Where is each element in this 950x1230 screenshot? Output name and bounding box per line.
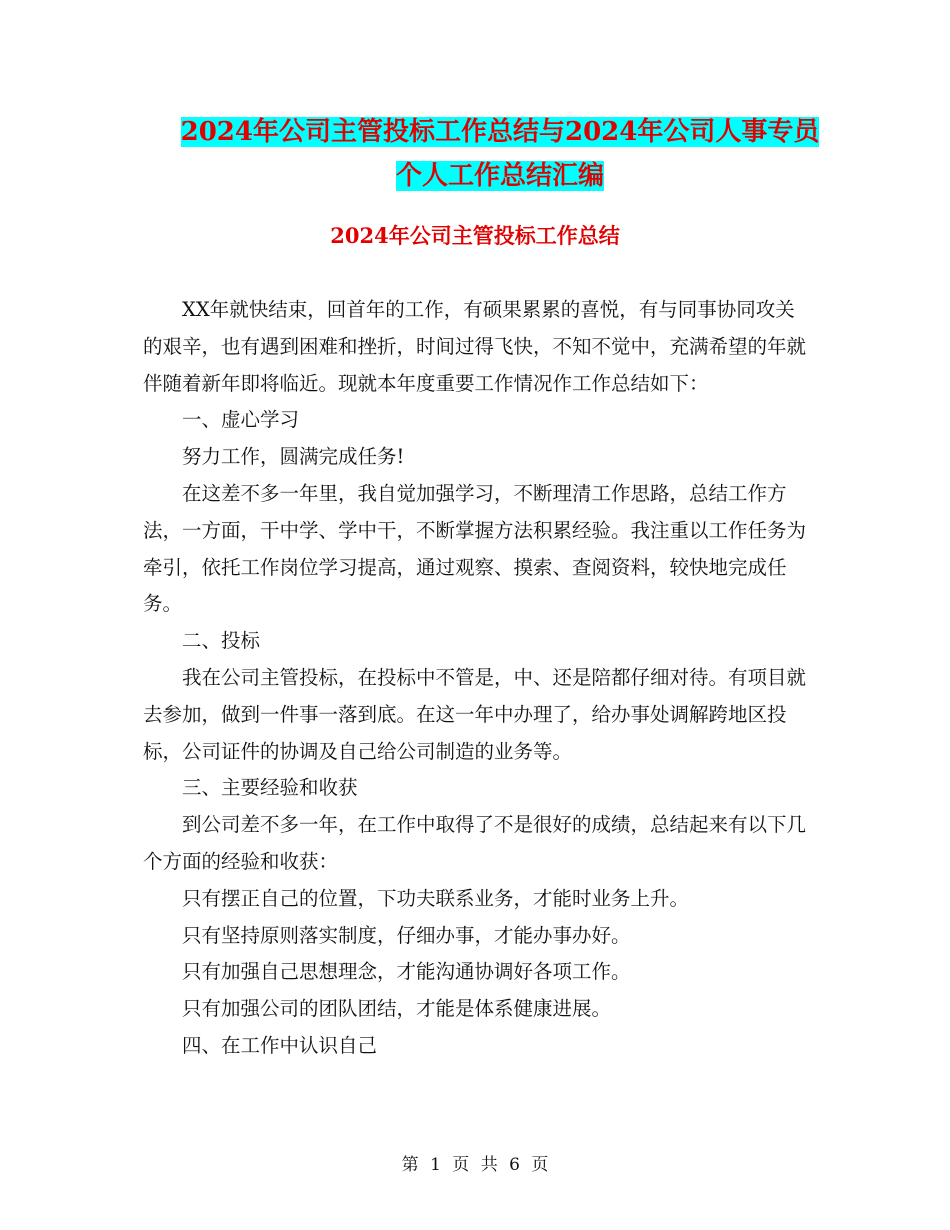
paragraph-effort: 努力工作，圆满完成任务! [182, 445, 405, 469]
document-body [143, 292, 808, 1065]
heading-learning: 一、虚心学习 [182, 408, 300, 432]
paragraph-experience: 到公司差不多一年，在工作中取得了不是很好的成绩，总结起来有以下几个方面的经验和收获： [143, 813, 807, 873]
paragraph-learning: 在这差不多一年里，我自觉加强学习，不断理清工作思路，总结工作方法，一方面，干中学、学中干，不断掌握方法积累经验。我注重以工作任务为牵引，依托工作岗位学习提高，通过观察、摸索、查阅资料，较快地完成任务。 [143, 481, 807, 616]
paragraph-point-4: 只有加强公司的团队团结，才能是体系健康进展。 [182, 997, 612, 1021]
heading-bidding: 二、投标 [182, 629, 261, 653]
paragraph-point-3: 只有加强自己思想理念，才能沟通协调好各项工作。 [182, 960, 631, 984]
document-title-line-1: 2024年公司主管投标工作总结与2024年公司人事专员 [180, 117, 820, 147]
paragraph-bidding: 我在公司主管投标，在投标中不管是，中、还是陪都仔细对待。有项目就去参加，做到一件事一落到底。在这一年中办理了，给办事处调解跨地区投标，公司证件的协调及自己给公司制造的业务等。 [143, 665, 807, 763]
heading-self-awareness: 四、在工作中认识自己 [182, 1033, 378, 1057]
heading-experience: 三、主要经验和收获 [182, 776, 358, 800]
section-title: 2024年公司主管投标工作总结 [330, 223, 620, 248]
paragraph-point-1: 只有摆正自己的位置，下功夫联系业务，才能时业务上升。 [182, 886, 690, 910]
paragraph-point-2: 只有坚持原则落实制度，仔细办事，才能办事办好。 [182, 923, 631, 947]
document-title-line-2: 个人工作总结汇编 [395, 161, 604, 191]
paragraph-intro: XX年就快结束，回首年的工作，有硕果累累的喜悦，有与同事协同攻关的艰辛，也有遇到困难和挫折，时间过得飞快，不知不觉中，充满希望的年就伴随着新年即将临近。现就本年度重要工作情况作工作总结如下： [143, 298, 807, 395]
document-title [140, 110, 860, 198]
page-footer: 第 1 页 共 6 页 [401, 1155, 549, 1175]
